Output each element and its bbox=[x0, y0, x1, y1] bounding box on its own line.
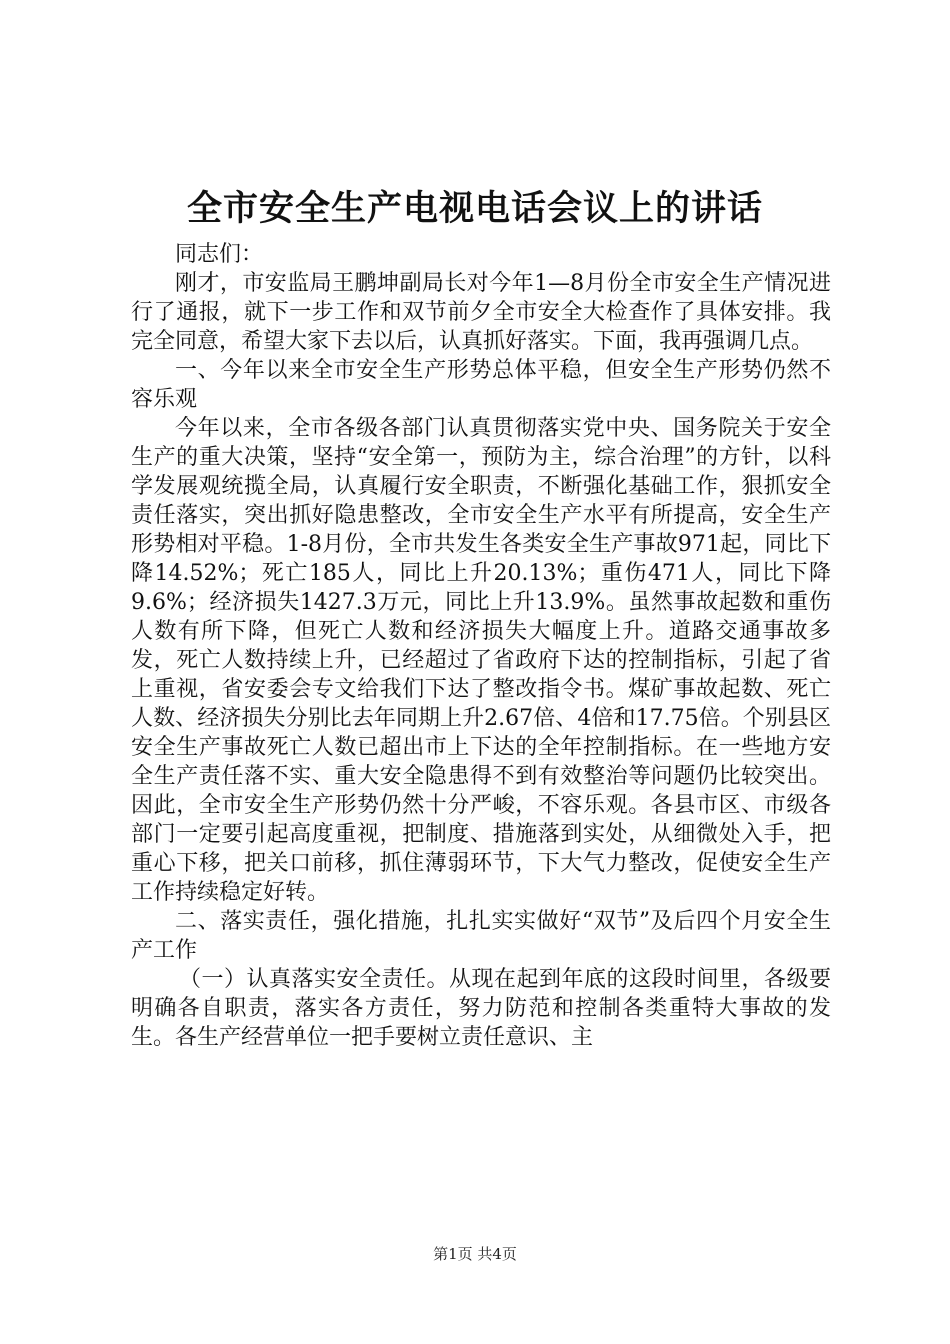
section-heading-2: 二、落实责任，强化措施，扎扎实实做好“双节”及后四个月安全生产工作 bbox=[131, 909, 831, 963]
intro-paragraph: 刚才，市安监局王鹏坤副局长对今年1—8月份全市安全生产情况进行了通报，就下一步工作和双节前夕全市安全大检查作了具体安排。我完全同意，希望大家下去以后，认真抓好落实。下面，我再强调几点。 bbox=[131, 271, 831, 354]
subsection-paragraph: （一）认真落实安全责任。从现在起到年底的这段时间里，各级要明确各自职责，落实各方责任，努力防范和控制各类重特大事故的发生。各生产经营单位一把手要树立责任意识、主 bbox=[131, 967, 831, 1050]
salutation-paragraph: 同志们： bbox=[175, 242, 264, 267]
page-footer: 第1页 共4页 bbox=[433, 1245, 517, 1263]
section-heading-1: 一、今年以来全市安全生产形势总体平稳，但安全生产形势仍然不容乐观 bbox=[131, 358, 831, 412]
document-body bbox=[131, 240, 831, 1052]
body-paragraph: 今年以来，全市各级各部门认真贯彻落实党中央、国务院关于安全生产的重大决策，坚持“安全第一，预防为主，综合治理”的方针，以科学发展观统揽全局，认真履行安全职责，不断强化基础工作，狠抓安全责任落实，突出抓好隐患整改，全市安全生产水平有所提高，安全生产形势相对平稳。1-8月份，全市共发生各类安全生产事故971起，同比下降14.52%；死亡185人，同比上升20.13%；重伤471人，同比下降9.6%；经济损失1427.3万元，同比上升13.9%。虽然事故起数和重伤人数有所下降，但死亡人数和经济损失大幅度上升。道路交通事故多发，死亡人数持续上升，已经超过了省政府下达的控制指标，引起了省上重视，省安委会专文给我们下达了整改指令书。煤矿事故起数、死亡人数、经济损失分别比去年同期上升2.67倍、4倍和17.75倍。个别县区安全生产事故死亡人数已超出市上下达的全年控制指标。在一些地方安全生产责任落不实、重大安全隐患得不到有效整治等问题仍比较突出。因此，全市安全生产形势仍然十分严峻，不容乐观。各县市区、市级各部门一定要引起高度重视，把制度、措施落到实处，从细微处入手，把重心下移，把关口前移，抓住薄弱环节，下大气力整改，促使安全生产工作持续稳定好转。 bbox=[131, 416, 831, 905]
document-title: 全市安全生产电视电话会议上的讲话 bbox=[186, 188, 763, 229]
